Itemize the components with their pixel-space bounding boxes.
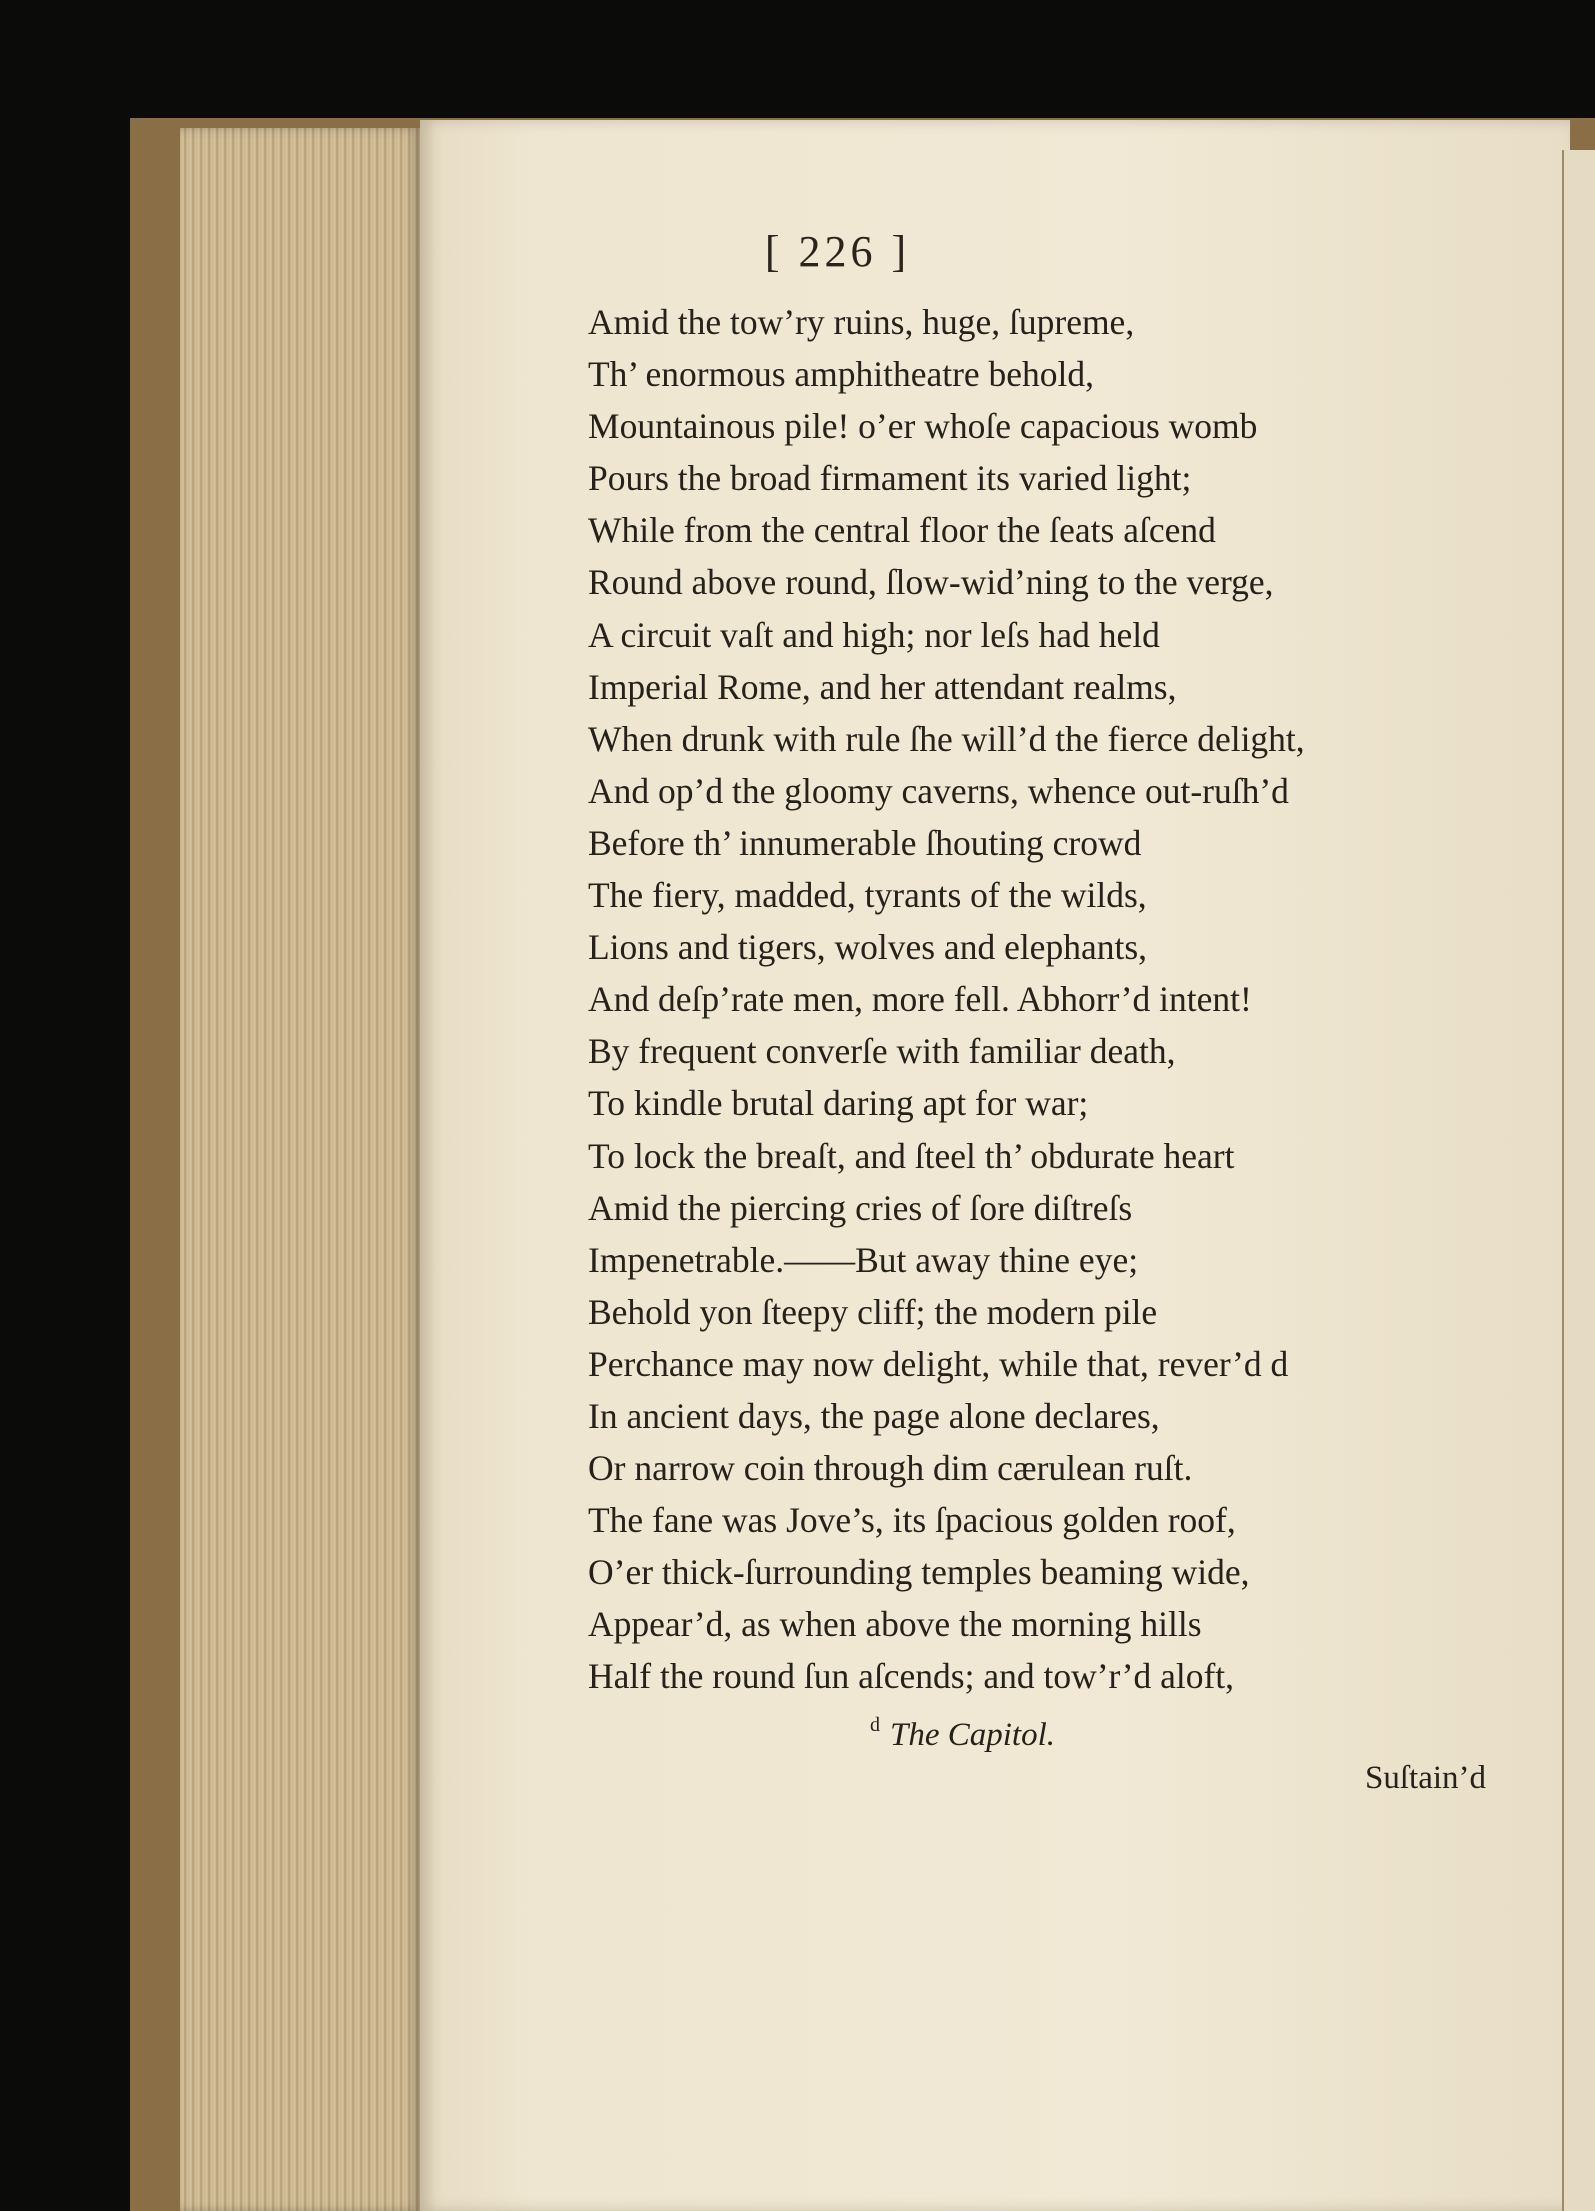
poem-line: O’er thick-ſurrounding temples beaming wide,	[588, 1552, 1250, 1593]
poem-line: Before th’ innumerable ſhouting crowd	[588, 822, 1142, 863]
poem-line: Mountainous pile! o’er whoſe capacious womb	[588, 406, 1258, 447]
poem-line: To lock the breaſt, and ſteel th’ obdurate heart	[588, 1135, 1235, 1176]
poem-line: Round above round, ſlow-wid’ning to the verge,	[588, 562, 1274, 603]
poem-line: Amid the piercing cries of ſore diſtreſs	[588, 1187, 1133, 1228]
footnote-text: The Capitol.	[890, 1717, 1056, 1753]
footnote	[870, 1714, 1055, 1754]
poem-line: Lions and tigers, wolves and elephants,	[588, 927, 1148, 968]
poem-line: Amid the tow’ry ruins, huge, ſupreme,	[588, 302, 1135, 342]
facing-page-edge	[1562, 150, 1595, 2211]
page-edges	[180, 128, 420, 2211]
poem-line: When drunk with rule ſhe will’d the fierce delight,	[588, 718, 1305, 759]
footnote-mark: d	[870, 1714, 880, 1736]
page-number: [ 226 ]	[764, 227, 911, 276]
poem-line: Imperial Rome, and her attendant realms,	[588, 666, 1177, 707]
poem-line: Half the round ſun aſcends; and tow’r’d aloft,	[588, 1656, 1235, 1697]
poem-line: The fane was Jove’s, its ſpacious golden roof,	[588, 1500, 1236, 1541]
poem-line: Pours the broad firmament its varied light;	[588, 458, 1192, 499]
poem-line: And op’d the gloomy caverns, whence out-ruſh’d	[588, 770, 1289, 811]
poem-line: And deſp’rate men, more fell. Abhorr’d intent!	[588, 979, 1252, 1020]
poem-line: In ancient days, the page alone declares,	[588, 1395, 1160, 1436]
poem-line: Or narrow coin through dim cærulean ruſt.	[588, 1448, 1193, 1489]
poem-line: While from the central floor the ſeats aſcend	[588, 510, 1216, 551]
poem-line: Appear’d, as when above the morning hills	[588, 1604, 1202, 1645]
catchword: Suſtain’d	[1365, 1760, 1486, 1796]
poem-line: Impenetrable.——But away thine eye;	[588, 1239, 1139, 1280]
poem-line: By frequent converſe with familiar death,	[588, 1031, 1176, 1072]
poem-line: The fiery, madded, tyrants of the wilds,	[588, 875, 1147, 916]
poem-line: Perchance may now delight, while that, rever’d d	[588, 1343, 1289, 1384]
poem-line: Behold yon ſteepy cliff; the modern pile	[588, 1291, 1158, 1332]
poem-line: Th’ enormous amphitheatre behold,	[588, 354, 1095, 395]
poem-line: A circuit vaſt and high; nor leſs had held	[588, 614, 1160, 655]
poem-text	[588, 296, 1508, 1703]
poem-line: To kindle brutal daring apt for war;	[588, 1083, 1089, 1124]
